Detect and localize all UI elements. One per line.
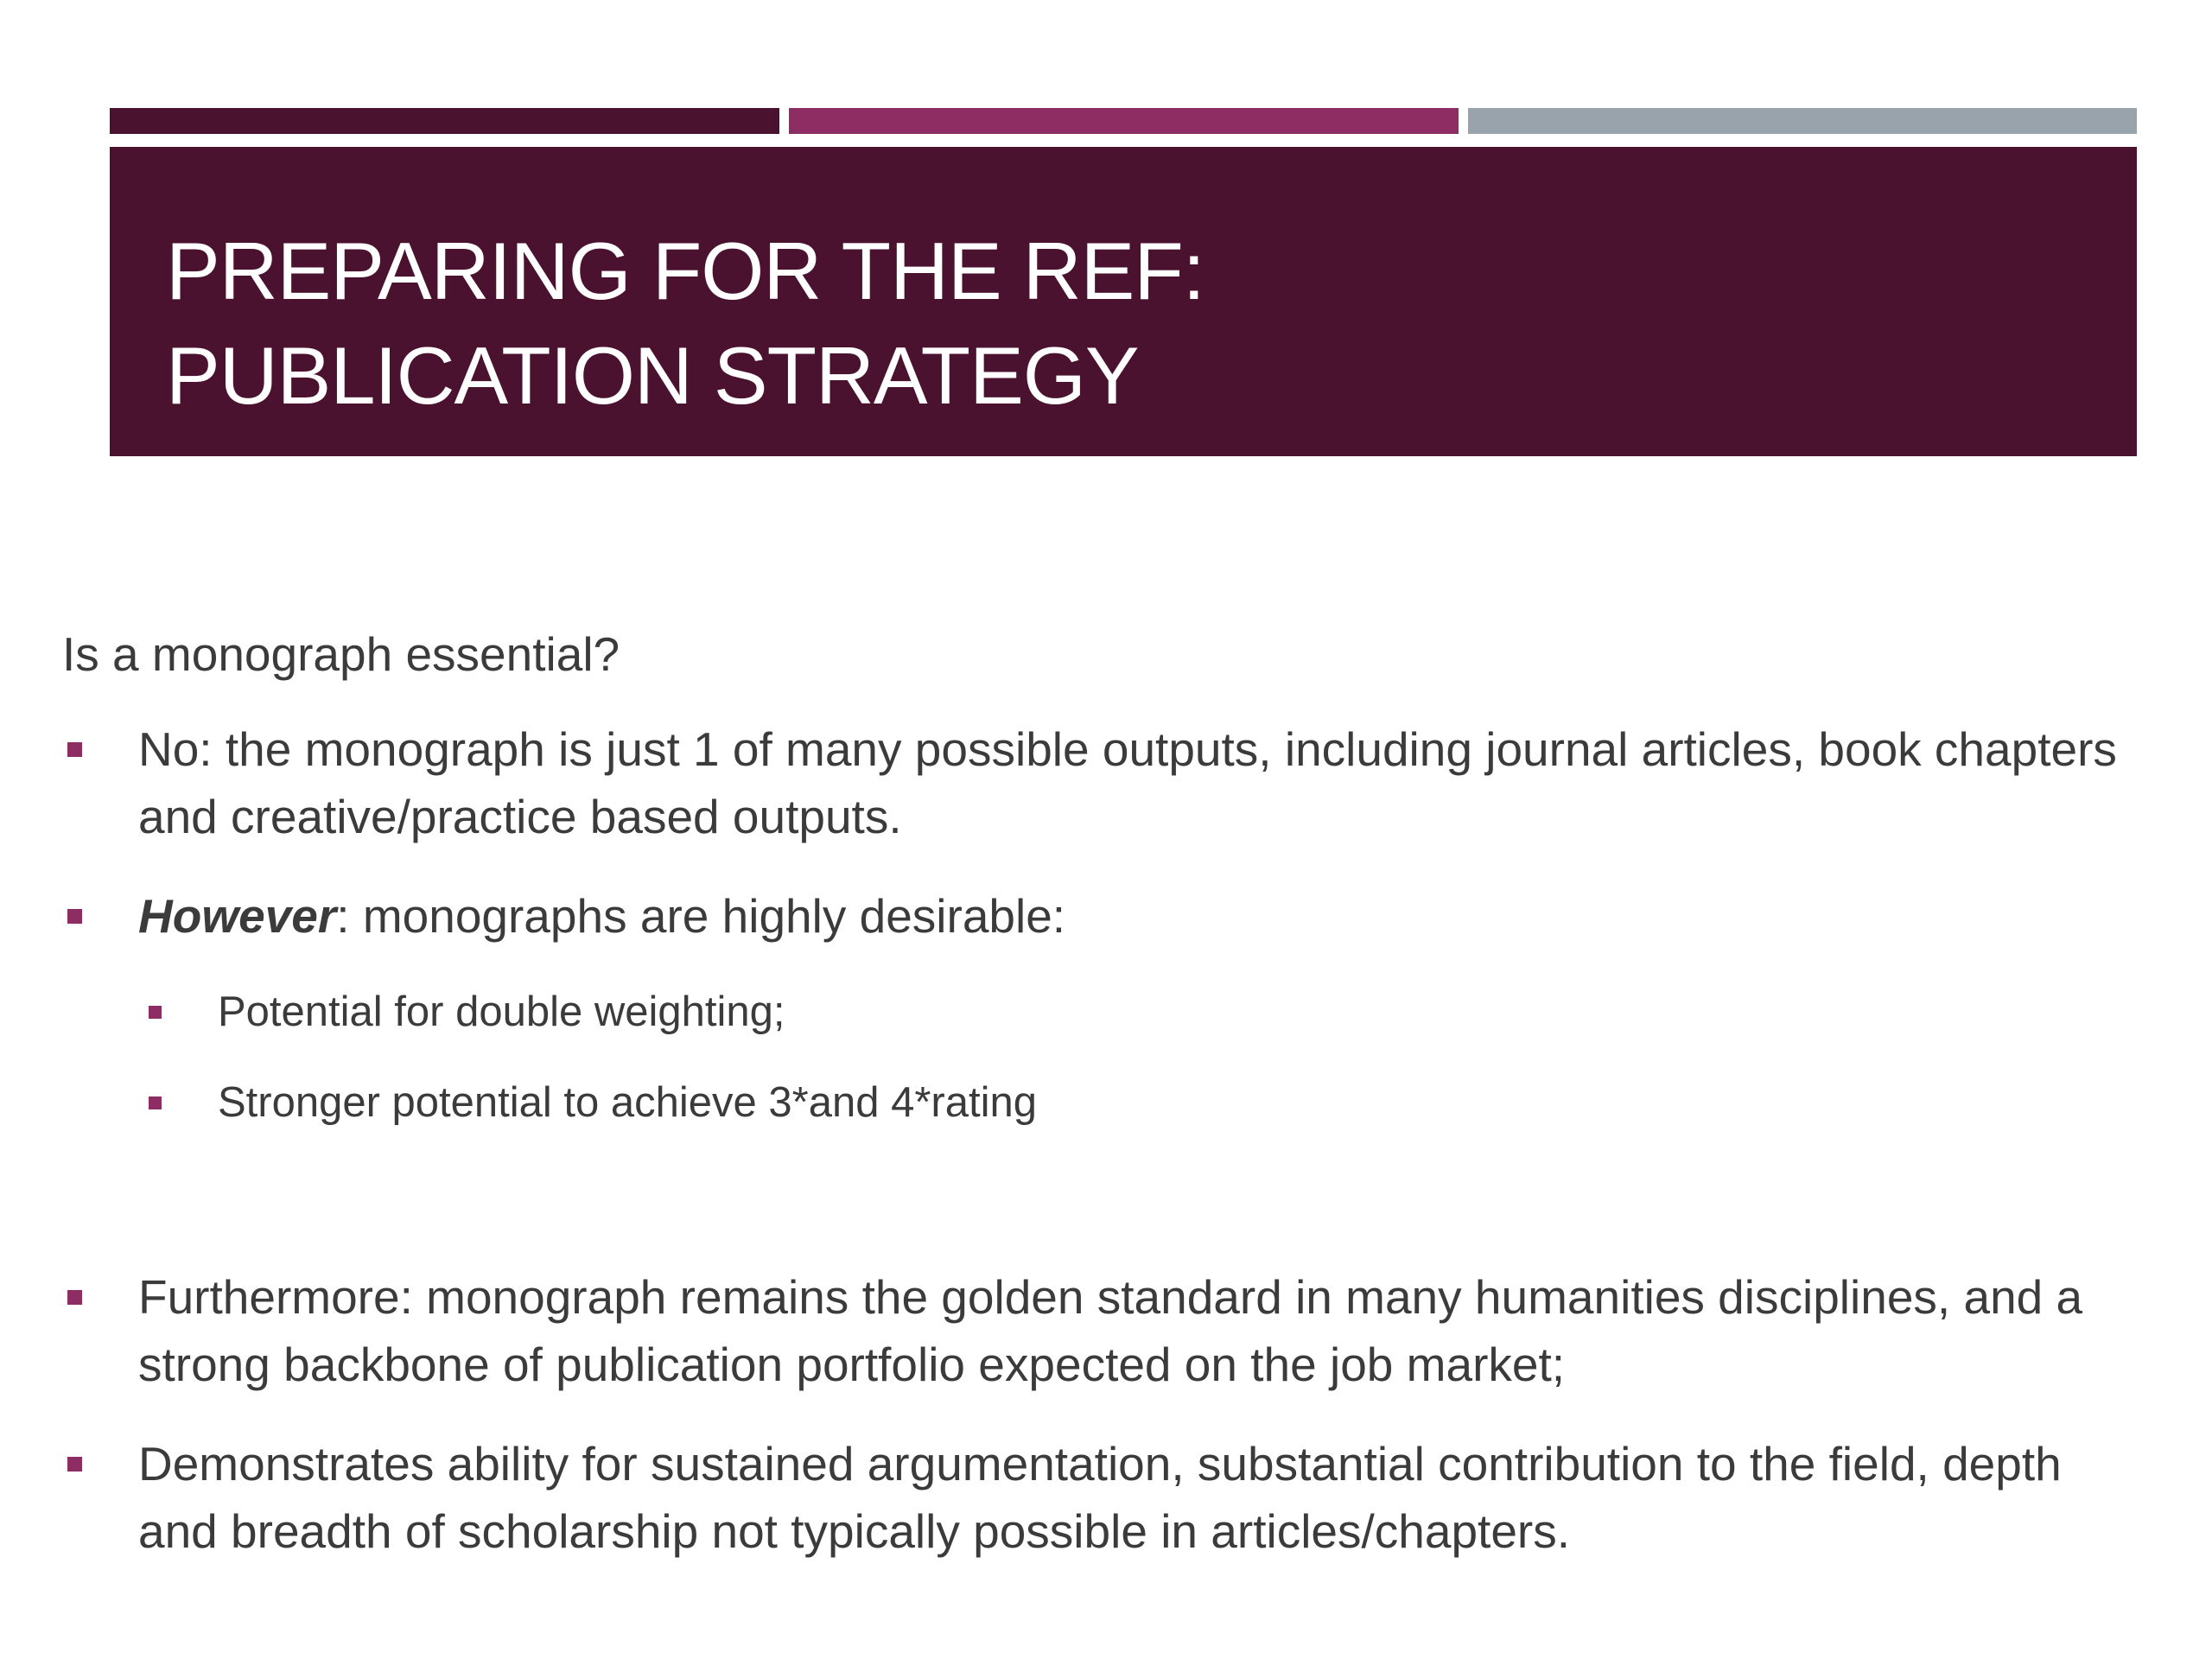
slide-title-line-2: PUBLICATION STRATEGY (166, 330, 1139, 421)
bullet-item-3 (138, 1263, 2126, 1398)
sub-bullet-text-2: Stronger potential to achieve 3*and 4*rating (218, 1079, 1037, 1126)
bullet-emphasis: However (138, 889, 337, 943)
square-bullet-icon (67, 909, 82, 924)
bullet-text-4: Demonstrates ability for sustained argumentation, substantial contribution to the field, depth and breadth of scholarship not typically possible in articles/chapters. (138, 1437, 2062, 1558)
bullet-text-1: No: the monograph is just 1 of many possible outputs, including journal articles, book chapters and creative/practice based outputs. (138, 722, 2117, 843)
bullet-item-2 (138, 882, 2126, 950)
bullet-text-3: Furthermore: monograph remains the golden standard in many humanities disciplines, and a strong backbone of publication portfolio expected on the job market; (138, 1270, 2083, 1391)
square-bullet-icon (149, 1096, 162, 1109)
square-bullet-icon (67, 1457, 82, 1471)
slide-title-line-1: PREPARING FOR THE REF: (166, 226, 1205, 316)
square-bullet-icon (149, 1006, 162, 1019)
sub-bullet-text-1: Potential for double weighting; (218, 988, 785, 1035)
sub-bullet-item-2 (218, 1076, 1037, 1129)
sub-bullet-item-1 (218, 985, 785, 1039)
bullet-item-1 (138, 715, 2126, 850)
bullet-text-2: : monographs are highly desirable: (336, 889, 1066, 943)
intro-question: Is a monograph essential? (62, 627, 620, 681)
square-bullet-icon (67, 742, 82, 757)
bullet-item-4 (138, 1430, 2126, 1565)
square-bullet-icon (67, 1290, 82, 1305)
